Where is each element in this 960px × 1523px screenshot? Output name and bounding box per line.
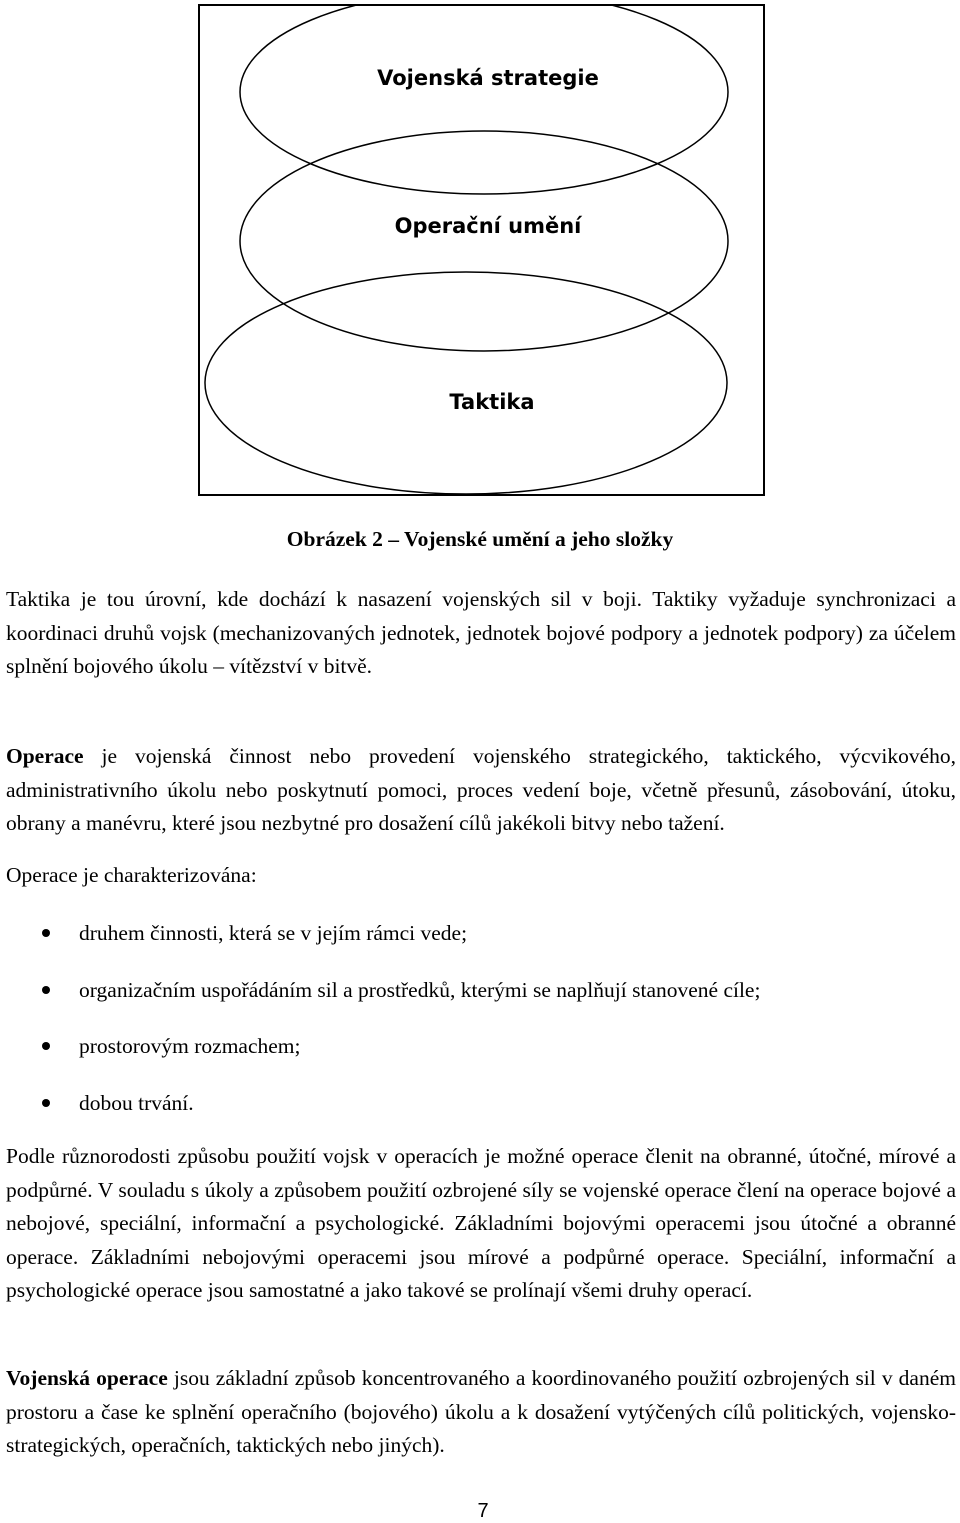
label-operational-art: Operační umění bbox=[394, 214, 582, 238]
list-item-text: organizačním uspořádáním sil a prostředků, kterými se naplňují stanovené cíle; bbox=[79, 977, 761, 1002]
paragraph-tactics: Taktika je tou úrovní, kde dochází k nasazení vojenských sil v boji. Taktiky vyžaduje synchronizaci a koordinaci druhů vojsk (mechanizovaných jednotek, jednotek bojové podpory a jednotek podpory) za účelem splnění bojového úkolu – vítězství v bitvě. bbox=[6, 587, 956, 678]
ellipse-tactics bbox=[205, 272, 727, 494]
bullet-icon bbox=[42, 1042, 50, 1050]
ellipses-diagram bbox=[200, 6, 763, 494]
list-item-text: druhem činnosti, která se v jejím rámci vede; bbox=[79, 921, 468, 945]
term-military-operation: Vojenská operace bbox=[6, 1366, 168, 1390]
paragraph-operation-definition-text: je vojenská činnost nebo provedení vojenského strategického, taktického, výcvikového, administrativního úkolu nebo poskytnutí pomoci, proces vedení boje, včetně přesunů, zásobování, útoku, obrany a manévru, které jsou nezbytné pro dosažení cílů jakékoli bitvy nebo tažení. bbox=[6, 744, 956, 835]
characteristics-list bbox=[0, 917, 960, 1143]
figure-caption: Obrázek 2 – Vojenské umění a jeho složky bbox=[286, 527, 674, 551]
label-tactics: Taktika bbox=[449, 390, 535, 414]
bullet-icon bbox=[42, 986, 50, 994]
paragraph-characterized: Operace je charakterizována: bbox=[6, 863, 257, 887]
ellipse-strategy bbox=[240, 6, 728, 194]
list-item bbox=[0, 1030, 960, 1087]
bullet-icon bbox=[42, 929, 50, 937]
list-item bbox=[0, 974, 960, 1031]
list-item-text: prostorovým rozmachem; bbox=[79, 1034, 301, 1058]
paragraph-operation-types: Podle různorodosti způsobu použití vojsk v operacích je možné operace členit na obranné, útočné, mírové a podpůrné. V souladu s úkoly a způsobem použití ozbrojené síly se vojenské operace člení na operace bojové a nebojové, speciální, informační a psychologické. Základními bojovými operacemi jsou útočné a obranné operace. Základními nebojovými operacemi jsou mírové a podpůrné operace. Speciální, informační a psychologické operace jsou samostatné a jako takové se prolínají všemi druhy operací. bbox=[6, 1144, 956, 1302]
list-item-text: dobou trvání. bbox=[79, 1090, 194, 1115]
bullet-icon bbox=[42, 1099, 50, 1107]
page-number: 7 bbox=[477, 1500, 489, 1522]
figure-diagram bbox=[198, 4, 765, 496]
term-operation: Operace bbox=[6, 744, 84, 768]
list-item bbox=[0, 1087, 960, 1144]
list-item bbox=[0, 917, 960, 974]
paragraph-operation-definition bbox=[6, 740, 956, 841]
paragraph-military-operation bbox=[6, 1362, 956, 1463]
label-strategy: Vojenská strategie bbox=[377, 66, 599, 90]
ellipse-operational-art bbox=[240, 131, 728, 351]
paragraph-military-operation-text: jsou základní způsob koncentrovaného a koordinovaného použití ozbrojených sil v daném prostoru a čase ke splnění operačního (bojového) úkolu a k dosažení vytýčených cílů politických, vojensko-strategických, operačních, taktických nebo jiných). bbox=[6, 1366, 956, 1457]
